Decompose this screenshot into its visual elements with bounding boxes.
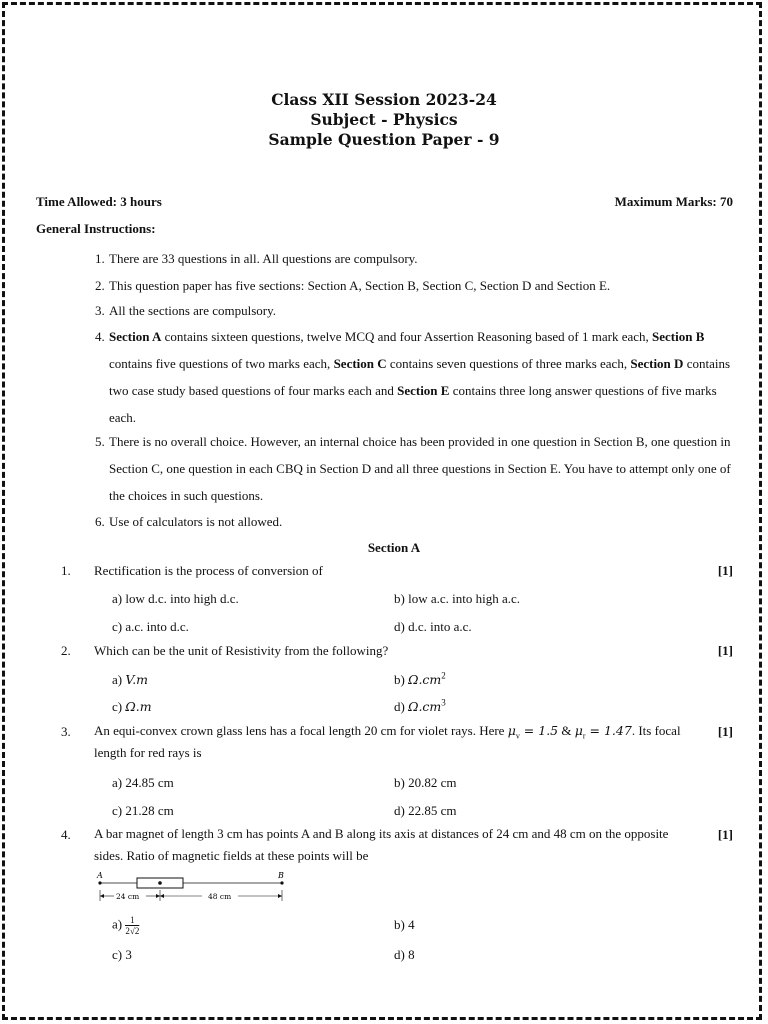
- bar-magnet-diagram: [92, 868, 292, 904]
- q2-option-c: c) Ω.m: [112, 699, 152, 714]
- question-4-marks: [1]: [717, 827, 733, 842]
- point-b-label: B: [278, 871, 284, 880]
- instruction-5: 5. There is no overall choice. However, an internal choice has been provided in one question in Section B, one question in Section C, one question in each CBQ in Section D and all three questions in Section E. You have to attempt only one of the choices in such questions.: [95, 434, 731, 503]
- subject-title: Subject - Physics: [310, 110, 458, 129]
- q2-option-d: d) $\Omega.cm^3$: [394, 697, 446, 714]
- q2-option-a: a) V.m: [112, 672, 149, 687]
- q4-option-a: a) $\frac{1}{2√2}$: [112, 915, 140, 936]
- general-instructions-heading: General Instructions:: [36, 221, 156, 236]
- maximum-marks: Maximum Marks: 70: [614, 194, 733, 209]
- point-a-label: A: [97, 871, 103, 880]
- q1-option-a: a) low d.c. into high d.c.: [112, 591, 239, 606]
- instruction-1: 1. There are 33 questions in all. All questions are compulsory.: [95, 251, 418, 266]
- q1-option-d: d) d.c. into a.c.: [394, 619, 472, 634]
- q3-option-c: c) 21.28 cm: [112, 803, 174, 818]
- q3-option-a: a) 24.85 cm: [112, 775, 174, 790]
- q3-option-b: b) 20.82 cm: [394, 775, 457, 790]
- point-b-dot: [280, 881, 283, 884]
- paper-title: Sample Question Paper - 9: [268, 130, 500, 149]
- question-1-text: Rectification is the process of conversion of: [94, 563, 323, 578]
- magnet-center-dot: [158, 881, 162, 885]
- question-1-marks: [1]: [717, 563, 733, 578]
- time-allowed: Time Allowed: 3 hours: [36, 194, 162, 209]
- q1-option-b: b) low a.c. into high a.c.: [394, 591, 520, 606]
- q4-option-c: c) 3: [112, 947, 132, 962]
- class-session-title: Class XII Session 2023-24: [271, 90, 497, 109]
- distance-b-label: 48 cm: [208, 892, 232, 901]
- question-2-marks: [1]: [717, 643, 733, 658]
- section-a-title: Section A: [367, 540, 421, 555]
- q4-option-d: d) 8: [394, 947, 415, 962]
- instruction-6: 6. Use of calculators is not allowed.: [95, 514, 283, 529]
- q2-option-b: b) $\Omega.cm^2$: [394, 670, 446, 687]
- instruction-4: 4. Section A contains sixteen questions, twelve MCQ and four Assertion Reasoning based of 1 mark each, Section B contains five questions of two marks each, Section C contains seven questions of three marks each, Section D contains two case study based questions of four marks each and Section E contains three long answer questions of five marks each.: [95, 329, 731, 425]
- instruction-2: 2. This question paper has five sections: Section A, Section B, Section C, Section D and Section E.: [95, 278, 611, 293]
- question-1-number: 1.: [61, 563, 71, 578]
- distance-a-label: 24 cm: [116, 892, 140, 901]
- q4-option-a-fraction: $\frac{1}{2√2}$: [125, 915, 140, 936]
- question-3-text: An equi-convex crown glass lens has a focal length 20 cm for violet rays. Here $\mu_v = 1.5$ & $\mu_r = 1.47$. Its focal length for red rays is: [94, 723, 681, 760]
- paper-header: [0, 90, 768, 150]
- point-a-dot: [98, 881, 101, 884]
- question-3-marks: [1]: [717, 724, 733, 739]
- q4-option-b: b) 4: [394, 917, 415, 932]
- question-2-text: Which can be the unit of Resistivity from the following?: [94, 643, 389, 658]
- question-3-number: 3.: [61, 724, 71, 739]
- q3-option-d: d) 22.85 cm: [394, 803, 457, 818]
- question-2-number: 2.: [61, 643, 71, 658]
- q1-option-c: c) a.c. into d.c.: [112, 619, 189, 634]
- question-4-number: 4.: [61, 827, 71, 842]
- instruction-3: 3. All the sections are compulsory.: [95, 303, 277, 318]
- question-4-text: A bar magnet of length 3 cm has points A and B along its axis at distances of 24 cm and 48 cm on the opposite sides. Ratio of magnetic fields at these points will be: [94, 826, 669, 863]
